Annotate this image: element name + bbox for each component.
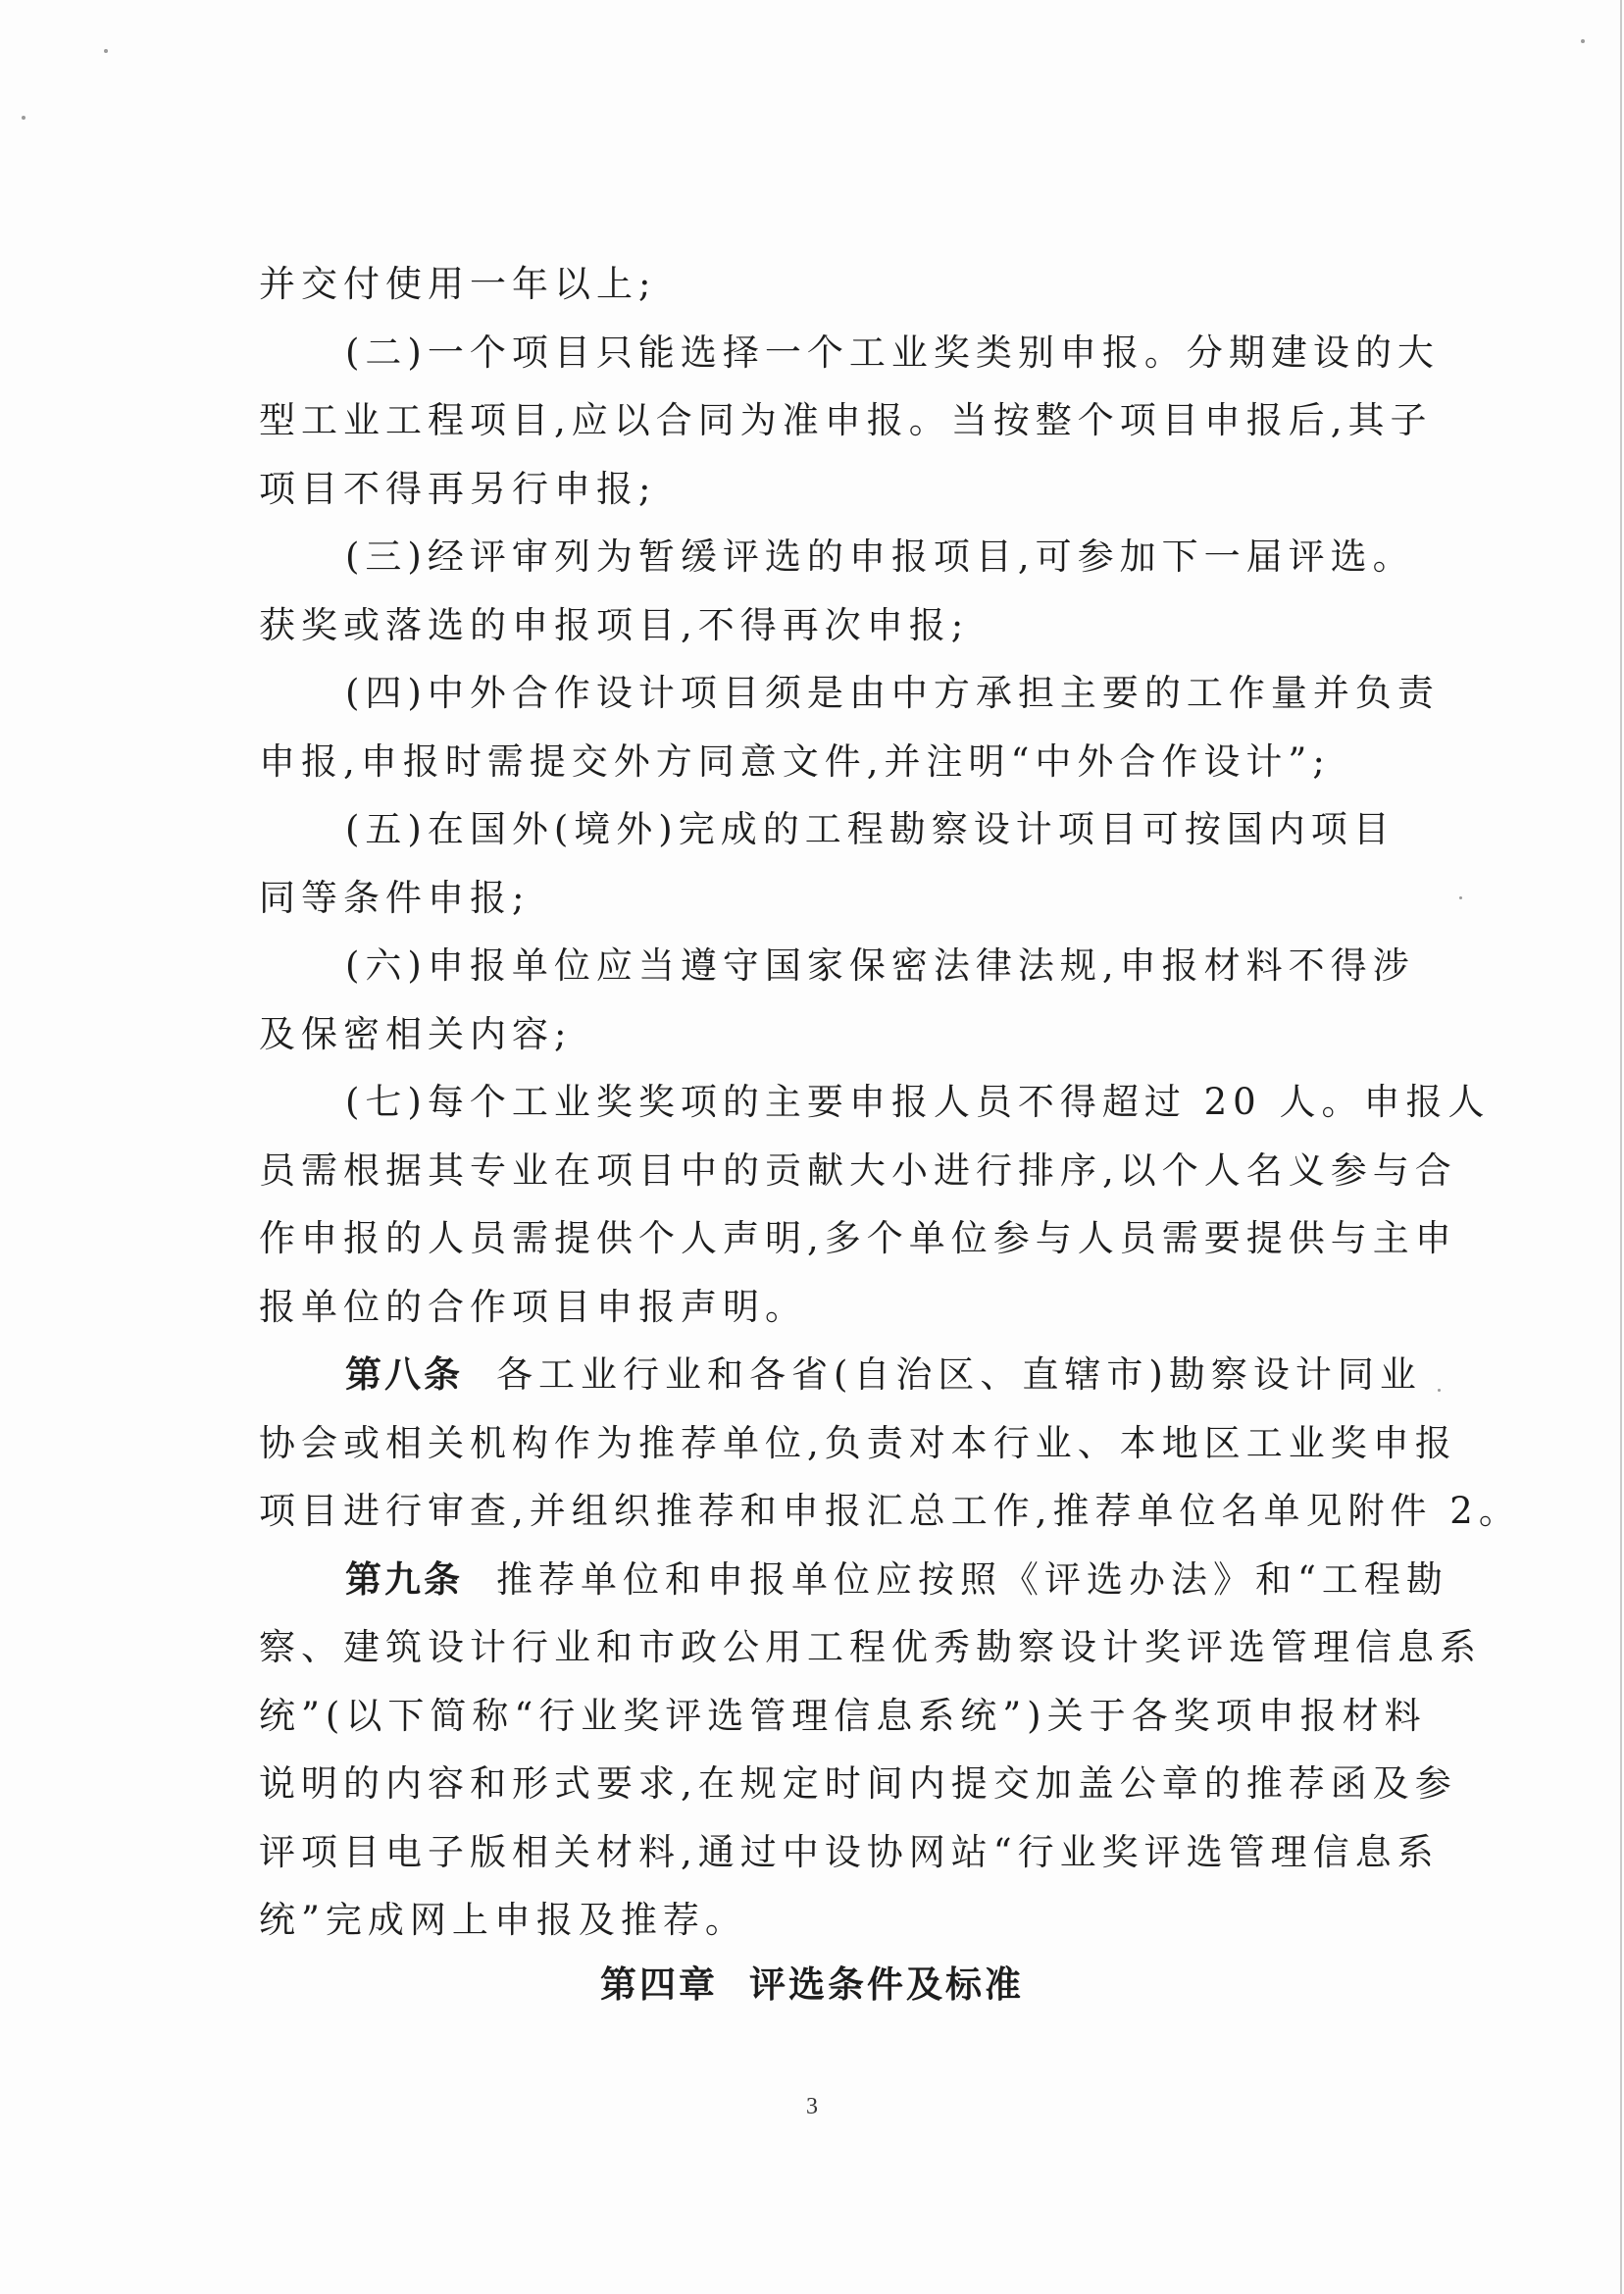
text-line: (五)在国外(境外)完成的工程勘察设计项目可按国内项目 xyxy=(345,808,1396,850)
text-line: 统”(以下简称“行业奖评选管理信息系统”)关于各奖项申报材料 xyxy=(259,1694,1427,1737)
text-line: (四)中外合作设计项目须是由中方承担主要的工作量并负责 xyxy=(345,672,1440,714)
text-line: 报单位的合作项目申报声明。 xyxy=(259,1285,807,1328)
scan-speck xyxy=(1581,39,1585,43)
paragraph xyxy=(259,932,1415,1068)
text-line: 评项目电子版相关材料,通过中设协网站“行业奖评选管理信息系 xyxy=(259,1830,1440,1873)
text-line: 协会或相关机构作为推荐单位,负责对本行业、本地区工业奖申报 xyxy=(259,1421,1457,1464)
paragraph xyxy=(259,523,1415,659)
text-line xyxy=(259,1546,1448,1614)
chapter-title: 评选条件及标准 xyxy=(749,1963,1024,2006)
text-line: (六)申报单位应当遵守国家保密法律法规,申报材料不得涉 xyxy=(345,944,1415,987)
text-line: 员需根据其专业在项目中的贡献大小进行排序,以个人名义参与合 xyxy=(259,1148,1457,1192)
paragraph xyxy=(259,1068,1491,1341)
text-line: 获奖或落选的申报项目,不得再次申报; xyxy=(259,603,970,646)
text-line xyxy=(259,1341,1422,1409)
article-text: 各工业行业和各省(自治区、直辖市)勘察设计同业 xyxy=(496,1353,1422,1396)
page-edge xyxy=(1620,0,1622,2294)
text-line: (三)经评审列为暂缓评选的申报项目,可参加下一届评选。 xyxy=(345,535,1415,578)
article-9 xyxy=(259,1546,1482,1955)
article-text: 推荐单位和申报单位应按照《评选办法》和“工程勘 xyxy=(496,1557,1448,1601)
text-line: 作申报的人员需提供个人声明,多个单位参与人员需要提供与主申 xyxy=(259,1217,1457,1259)
paragraph xyxy=(259,659,1440,795)
text-line: 察、建筑设计行业和市政公用工程优秀勘察设计奖评选管理信息系 xyxy=(259,1626,1482,1668)
text-line: (二)一个项目只能选择一个工业奖类别申报。分期建设的大 xyxy=(345,331,1440,374)
text-line: 项目进行审查,并组织推荐和申报汇总工作,推荐单位名单见附件 2。 xyxy=(259,1490,1521,1532)
text-line: 统”完成网上申报及推荐。 xyxy=(259,1899,747,1941)
text-line: 并交付使用一年以上; xyxy=(259,263,657,305)
text-line: 项目不得再另行申报; xyxy=(259,467,657,510)
body-text xyxy=(259,250,1521,1955)
paragraph xyxy=(259,250,1357,319)
chapter-heading xyxy=(0,1955,1624,2008)
paragraph xyxy=(259,795,1396,932)
text-line: 型工业工程项目,应以合同为准申报。当按整个项目申报后,其子 xyxy=(259,399,1433,441)
article-heading: 第八条 xyxy=(345,1352,463,1396)
text-line: 同等条件申报; xyxy=(259,876,531,919)
text-line: 及保密相关内容; xyxy=(259,1012,573,1055)
scan-speck xyxy=(1459,896,1462,899)
chapter-number: 第四章 xyxy=(600,1963,718,2006)
article-8 xyxy=(259,1341,1521,1546)
scan-speck xyxy=(1438,1389,1441,1392)
text-line: 说明的内容和形式要求,在规定时间内提交加盖公章的推荐函及参 xyxy=(259,1762,1457,1805)
paragraph xyxy=(259,319,1440,524)
scan-speck xyxy=(104,49,108,53)
text-line: 申报,申报时需提交外方同意文件,并注明“中外合作设计”; xyxy=(259,739,1331,783)
text-line: (七)每个工业奖奖项的主要申报人员不得超过 20 人。申报人 xyxy=(345,1081,1491,1123)
scan-speck xyxy=(22,116,25,120)
page-number: 3 xyxy=(806,2094,818,2119)
article-heading: 第九条 xyxy=(345,1556,463,1601)
